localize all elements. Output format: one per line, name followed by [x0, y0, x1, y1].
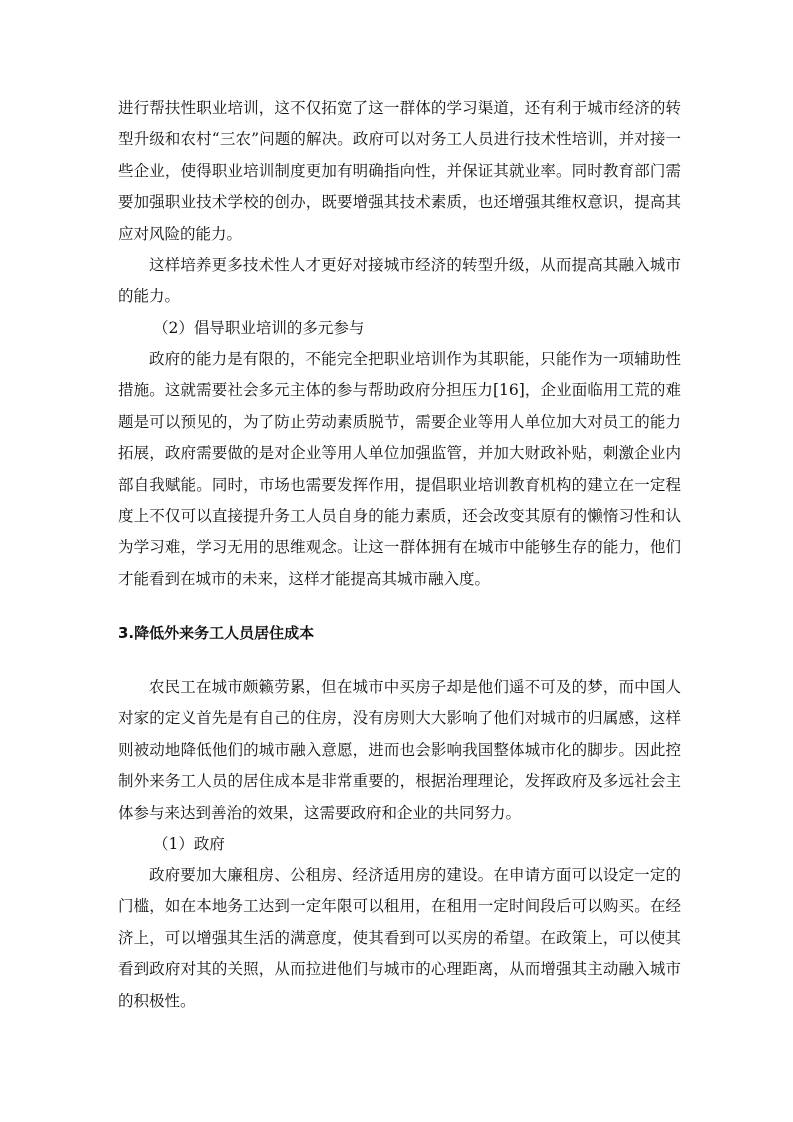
paragraph-housing-problem: 农民工在城市颇籁劳累，但在城市中买房子却是他们遥不可及的梦，而中国人对家的定义首先是有自己的住房，没有房则大大影响了他们对城市的归属感，这样则被动地降低他们的城市融入意愿，进而也会影响我国整体城市化的脚步。因此控制外来务工人员的居住成本是非常重要的，根据治理理论，发挥政府及多远社会主体参与来达到善治的效果，这需要政府和企业的共同努力。: [118, 678, 681, 822]
paragraph-technical-talent: 这样培养更多技术性人才更好对接城市经济的转型升级，从而提高其融入城市的能力。: [118, 256, 681, 306]
subheading-multi-party-training: （2）倡导职业培训的多元参与: [153, 319, 365, 337]
section-heading-housing-cost: 3.降低外来务工人员居住成本: [118, 624, 315, 642]
paragraph-multi-party-participation: 政府的能力是有限的，不能完全把职业培训作为其职能，只能作为一项辅助性措施。这就需要社会多元主体的参与帮助政府分担压力[16]，企业面临用工荒的难题是可以预见的，为了防止劳动素质脱节，需要企业等用人单位加大对员工的能力拓展，政府需要做的是对企业等用人单位加强监管，并加大财政补贴，刺激企业内部自我赋能。同时，市场也需要发挥作用，提倡职业培训教育机构的建立在一定程度上不仅可以直接提升务工人员自身的能力素质，还会改变其原有的懒惰习性和认为学习难，学习无用的思维观念。让这一群体拥有在城市中能够生存的能力，他们才能看到在城市的未来，这样才能提高其城市融入度。: [118, 350, 681, 588]
paragraph-government-housing: 政府要加大廉租房、公租房、经济适用房的建设。在申请方面可以设定一定的门槛，如在本地务工达到一定年限可以租用，在租用一定时间段后可以购买。在经济上，可以增强其生活的满意度，使其看到可以买房的希望。在政策上，可以使其看到政府对其的关照，从而拉进他们与城市的心理距离，从而增强其主动融入城市的积极性。: [118, 866, 681, 1010]
subheading-government: （1）政府: [153, 835, 225, 853]
paragraph-vocational-training-support: 进行帮扶性职业培训，这不仅拓宽了这一群体的学习渠道，还有利于城市经济的转型升级和农村“三农”问题的解决。政府可以对务工人员进行技术性培训，并对接一些企业，使得职业培训制度更加有明确指向性，并保证其就业率。同时教育部门需要加强职业技术学校的创办，既要增强其技术素质，也还增强其维权意识，提高其应对风险的能力。: [118, 99, 681, 243]
